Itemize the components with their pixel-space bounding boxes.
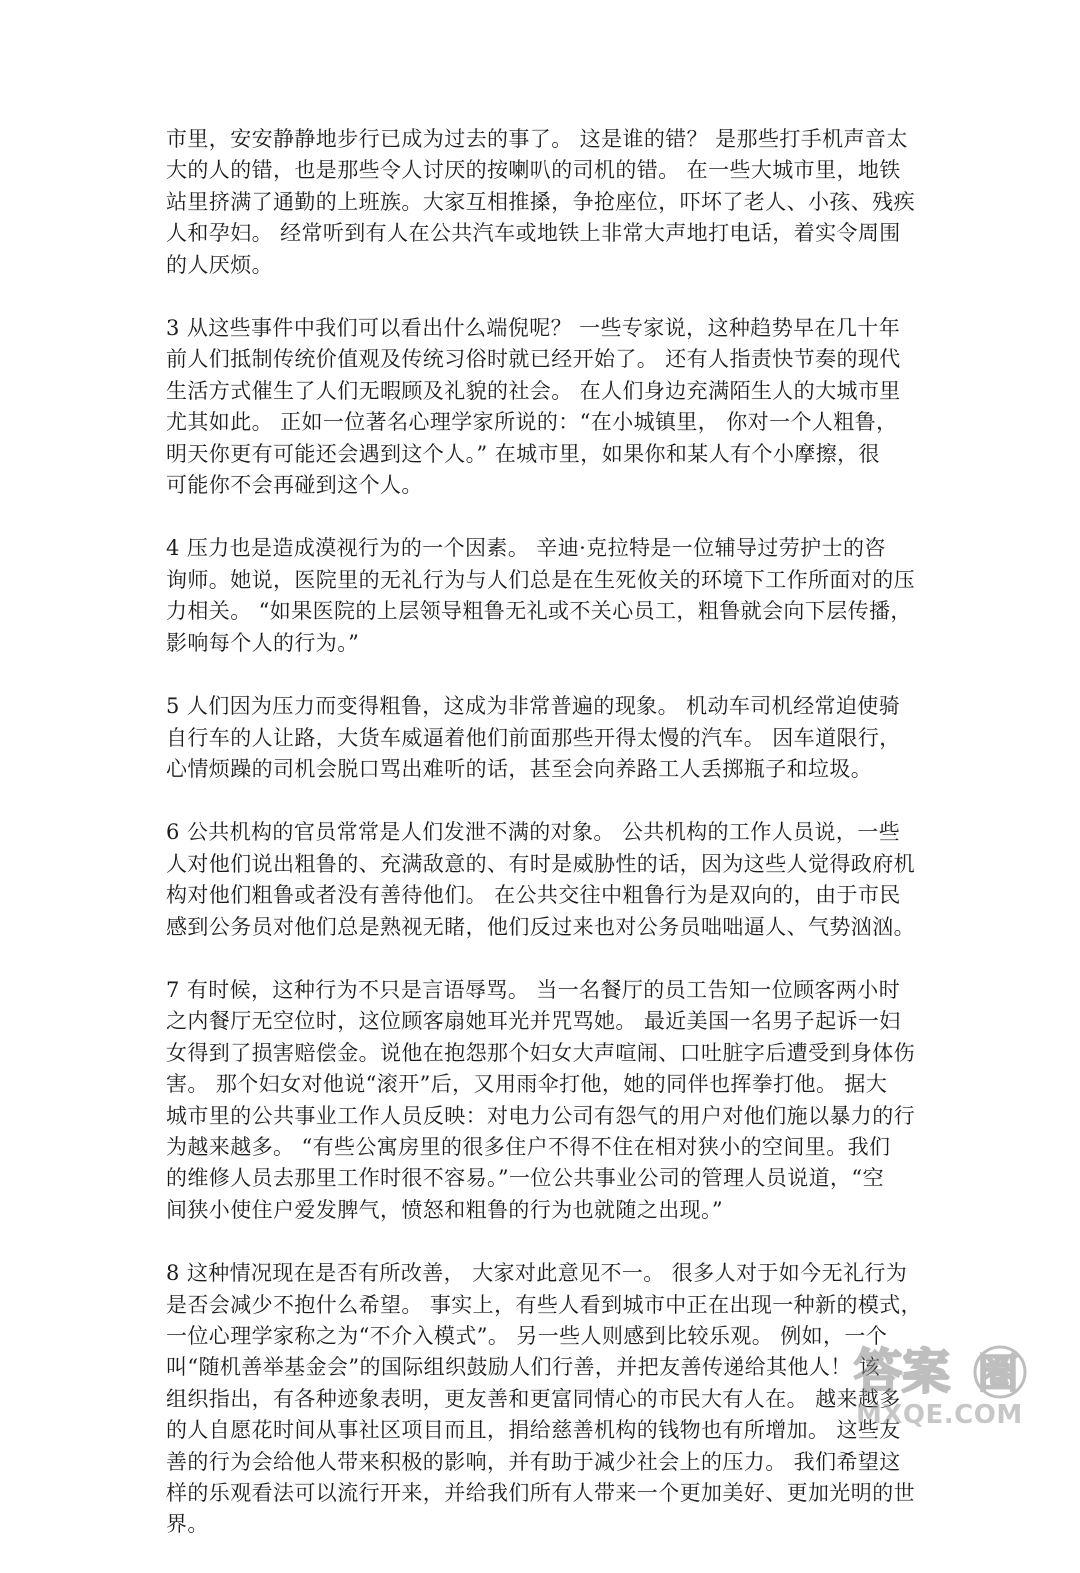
text-line: 城市里的公共事业工作人员反映：对电力公司有怨气的用户对他们施以暴力的行 xyxy=(166,1103,915,1128)
text-line: 询师。她说，医院里的无礼行为与人们总是在生死攸关的环境下工作所面对的压 xyxy=(166,567,915,592)
text-line: 样的乐观看法可以流行开来，并给我们所有人带来一个更加美好、更加光明的世 xyxy=(166,1481,915,1506)
text-line: 自行车的人让路，大货车威逼着他们前面那些开得太慢的汽车。 因车道限行， xyxy=(166,725,901,750)
text-line: 大的人的错，也是那些令人讨厌的按喇叭的司机的错。 在一些大城市里，地铁 xyxy=(166,158,901,183)
text-line: 叫“随机善举基金会”的国际组织鼓励人们行善，并把友善传递给其他人！ 该 xyxy=(166,1355,881,1380)
text-line: 4 压力也是造成漠视行为的一个因素。 辛迪·克拉特是一位辅导过劳护士的咨 xyxy=(166,536,886,561)
paragraph xyxy=(166,1258,923,1541)
svg-text:圈: 圈 xyxy=(978,1351,1018,1397)
text-line: 站里挤满了通勤的上班族。大家互相推搡，争抢座位，吓坏了老人、小孩、残疾 xyxy=(166,189,915,214)
text-line: 人对他们说出粗鲁的、充满敌意的、有时是威胁性的话，因为这些人觉得政府机 xyxy=(166,851,915,876)
text-line: 的人自愿花时间从事社区项目而且，捐给慈善机构的钱物也有所增加。 这些友 xyxy=(166,1418,901,1443)
paragraph xyxy=(166,313,918,501)
text-line: 可能你不会再碰到这个人。 xyxy=(166,473,423,498)
text-line: 一位心理学家称之为“不介入模式”。 另一些人则感到比较乐观。 例如，一个 xyxy=(166,1324,888,1348)
text-line: 是否会减少不抱什么希望。 事实上，有些人看到城市中正在出现一种新的模式， xyxy=(166,1292,923,1317)
watermark-logo-icon xyxy=(850,1342,1030,1400)
text-line: 力相关。 “如果医院的上层领导粗鲁无礼或不关心员工，粗鲁就会向下层传播， xyxy=(166,599,912,624)
text-line: 前人们抵制传统价值观及传统习俗时就已经开始了。 还有人指责快节奏的现代 xyxy=(166,347,901,372)
text-line: 感到公务员对他们总是熟视无睹，他们反过来也对公务员咄咄逼人、气势汹汹。 xyxy=(166,914,915,939)
svg-text:答案: 答案 xyxy=(854,1344,951,1400)
paragraph xyxy=(166,691,918,785)
text-line: 心情烦躁的司机会脱口骂出难听的话，甚至会向养路工人丢掷瓶子和垃圾。 xyxy=(166,756,873,781)
text-line: 市里，安安静静地步行已成为过去的事了。 这是谁的错？ 是那些打手机声音太 xyxy=(166,127,908,151)
text-line: 8 这种情况现在是否有所改善， 大家对此意见不一。 很多人对于如今无礼行为 xyxy=(166,1261,908,1286)
text-line: 害。 那个妇女对他说“滚开”后，又用雨伞打他，她的同伴也挥拳打他。 据大 xyxy=(166,1072,888,1097)
text-line: 尤其如此。 正如一位著名心理学家所说的：“在小城镇里， 你对一个人粗鲁， xyxy=(166,410,898,435)
text-line: 之内餐厅无空位时，这位顾客扇她耳光并咒骂她。 最近美国一名男子起诉一妇 xyxy=(166,1009,901,1034)
paragraph xyxy=(166,124,918,281)
text-line: 为越来越多。 “有些公寓房里的很多住户不得不住在相对狭小的空间里。我们 xyxy=(166,1134,891,1159)
text-line: 明天你更有可能还会遇到这个人。” 在城市里，如果你和某人有个小摩擦，很 xyxy=(166,441,880,466)
text-line: 7 有时候，这种行为不只是言语辱骂。 当一名餐厅的员工告知一位顾客两小时 xyxy=(166,977,901,1002)
text-line: 3 从这些事件中我们可以看出什么端倪呢？ 一些专家说，这种趋势早在几十年 xyxy=(166,316,901,341)
text-line: 6 公共机构的官员常常是人们发泄不满的对象。 公共机构的工作人员说，一些 xyxy=(166,820,901,845)
text-line: 人和孕妇。 经常听到有人在公共汽车或地铁上非常大声地打电话，着实令周围 xyxy=(166,221,901,246)
text-line: 构对他们粗鲁或者没有善待他们。 在公共交往中粗鲁行为是双向的，由于市民 xyxy=(166,883,901,908)
text-line: 善的行为会给他人带来积极的影响，并有助于减少社会上的压力。 我们希望这 xyxy=(166,1449,901,1474)
text-line: 的人厌烦。 xyxy=(166,252,273,277)
paragraph xyxy=(166,817,918,943)
text-line: 界。 xyxy=(166,1512,209,1537)
paragraph xyxy=(166,975,918,1226)
text-line: 的维修人员去那里工作时很不容易。”一位公共事业公司的管理人员说道，“空 xyxy=(166,1166,884,1191)
watermark-url: MXQE.COM xyxy=(856,1400,1023,1430)
text-line: 组织指出，有各种迹象表明，更友善和更富同情心的市民大有人在。 越来越多 xyxy=(166,1386,901,1411)
text-line: 影响每个人的行为。” xyxy=(166,630,360,655)
text-line: 5 人们因为压力而变得粗鲁，这成为非常普遍的现象。 机动车司机经常迫使骑 xyxy=(166,694,901,719)
text-line: 生活方式催生了人们无暇顾及礼貌的社会。 在人们身边充满陌生人的大城市里 xyxy=(166,378,901,403)
document-page xyxy=(166,124,923,1573)
text-line: 女得到了损害赔偿金。说他在抱怨那个妇女大声喧闹、口吐脏字后遭受到身体伤 xyxy=(166,1040,915,1065)
paragraph xyxy=(166,533,918,659)
text-line: 间狭小使住户爱发脾气，愤怒和粗鲁的行为也就随之出现。” xyxy=(166,1197,724,1222)
watermark xyxy=(850,1342,1030,1432)
